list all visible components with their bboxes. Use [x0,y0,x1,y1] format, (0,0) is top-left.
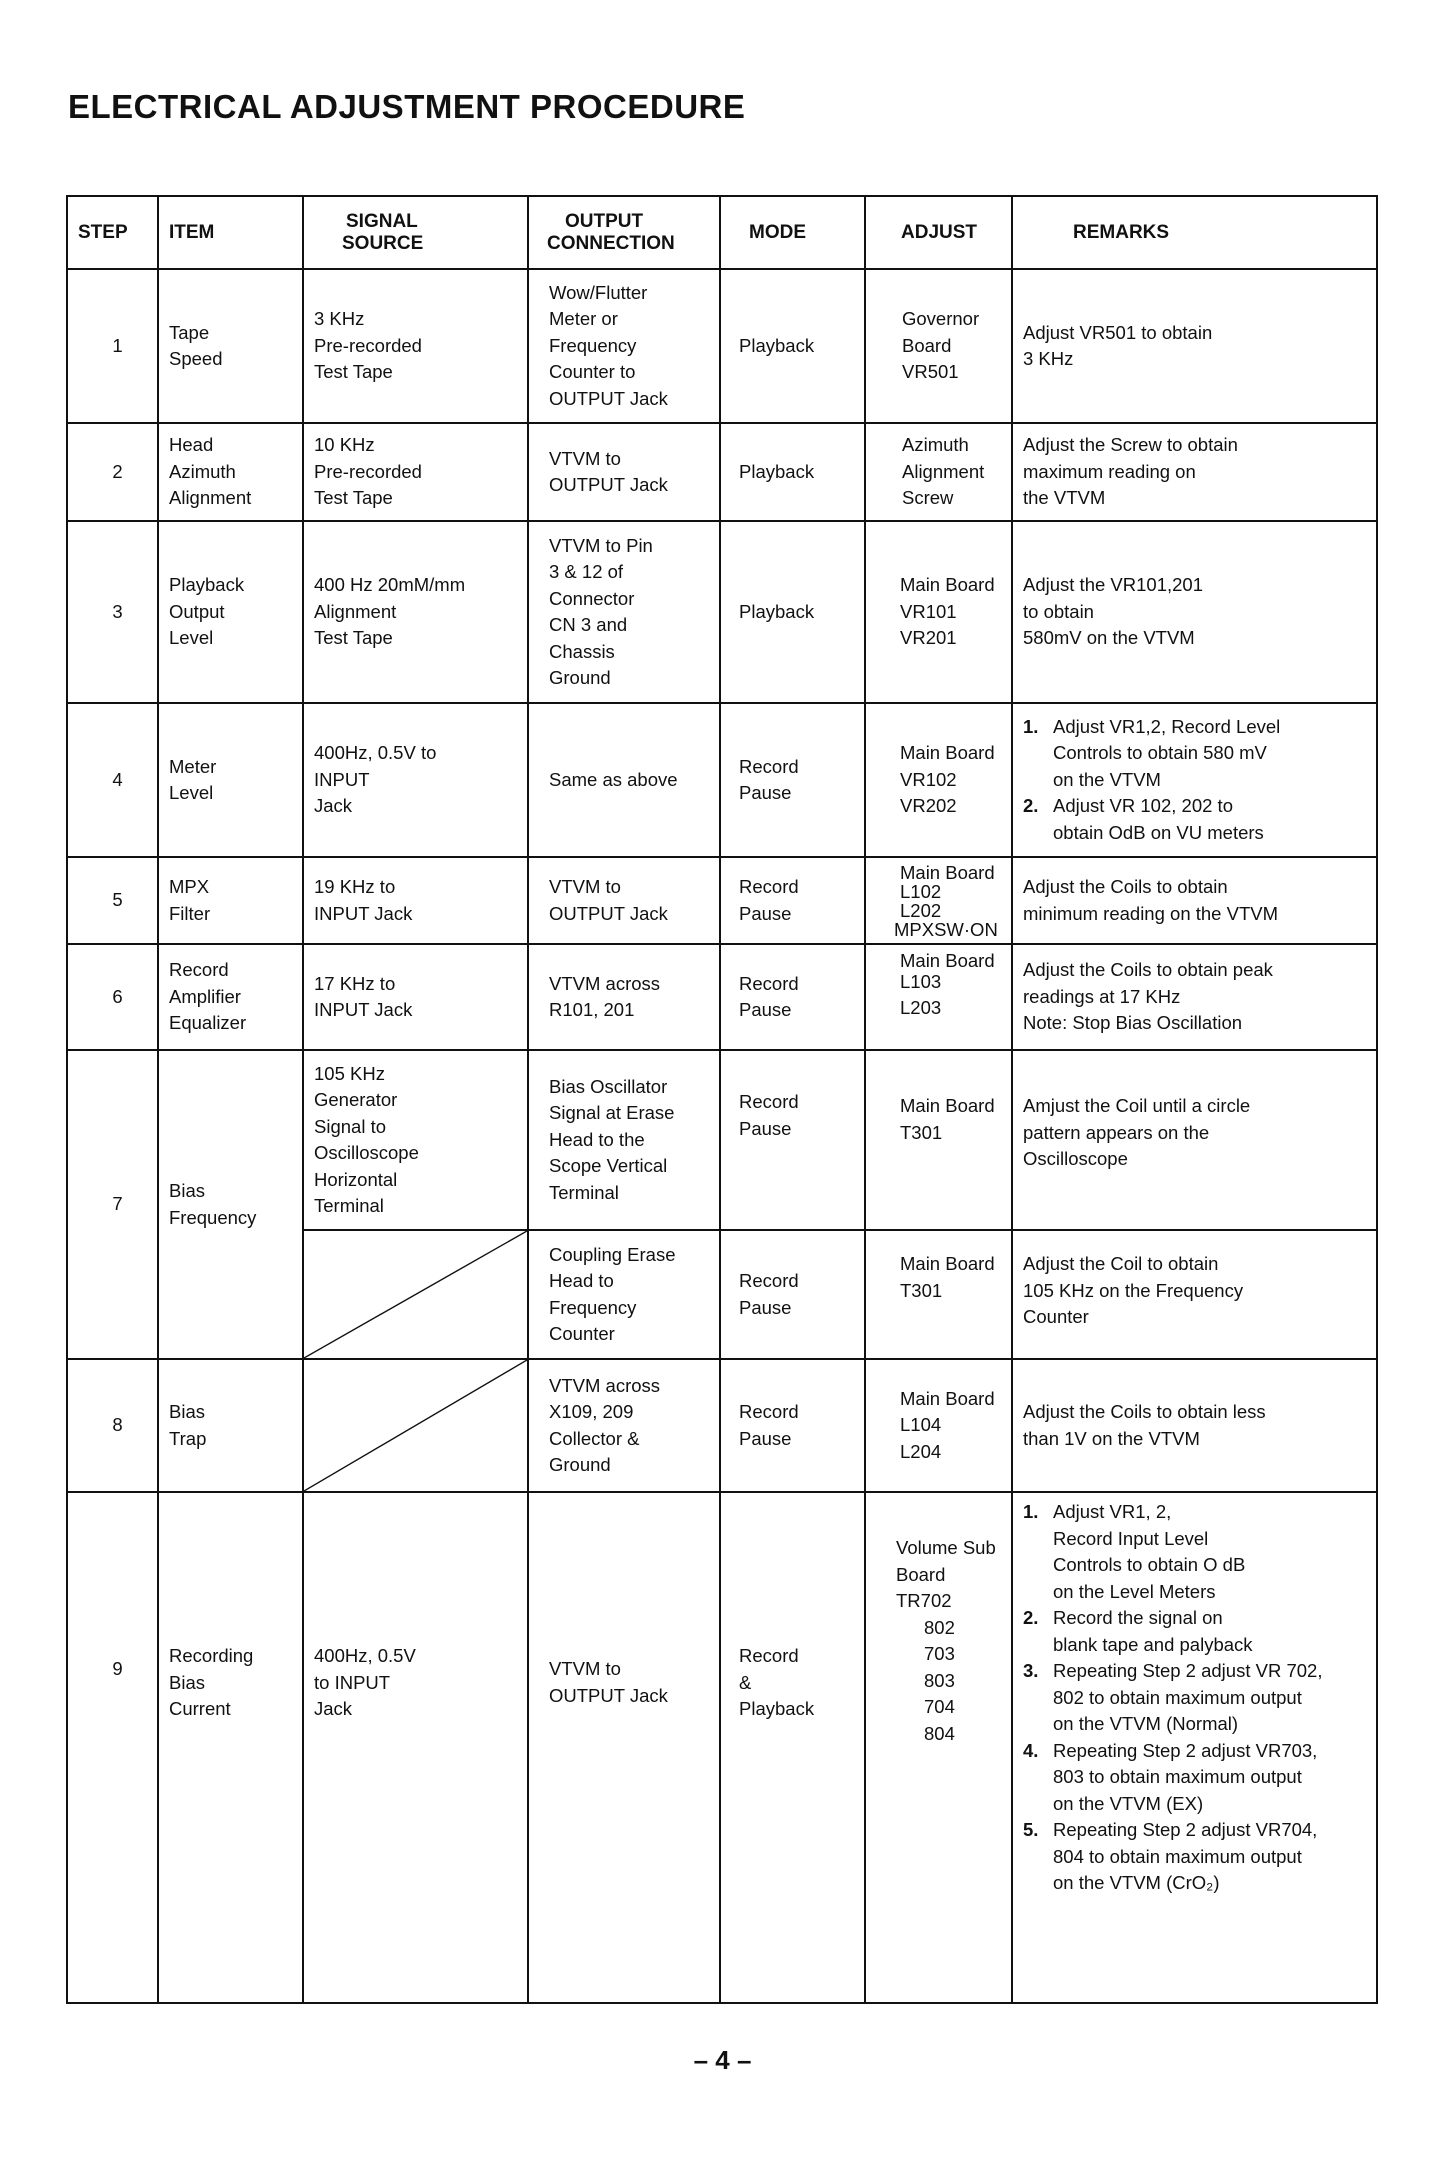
output-line: Counter [549,1323,615,1344]
adjust-cell [865,857,1012,944]
output-line: OUTPUT Jack [549,387,668,409]
output-line: Same as above [549,768,678,790]
remarks-cell [1012,944,1377,1050]
mode-cell [720,1492,865,2003]
remarks-line: Adjust the Coil to obtain [1023,1253,1219,1274]
adjust-line: VR101 [900,600,957,622]
item-line: Azimuth [169,460,236,482]
list-number: 3. [1023,1660,1039,1681]
step-number: 7 [67,1050,158,1359]
adjust-cell [865,269,1012,423]
output-line: Coupling Erase [549,1243,676,1265]
output-line: Collector & [549,1427,640,1449]
mode-line: Pause [739,1427,792,1449]
list-number: 4. [1023,1739,1039,1761]
remarks-line: readings at 17 KHz [1023,985,1181,1007]
mode-line: Record [739,1091,799,1112]
remarks-line: Record Input Level [1053,1527,1209,1549]
item-line: Bias [169,1401,205,1422]
item-line: Head [169,434,214,456]
output-connection-cell [528,1230,720,1359]
column-header-item [158,196,303,269]
signal-line: 105 KHz [314,1062,385,1084]
item-line: Current [169,1698,231,1719]
adjust-line: 802 [924,1616,955,1638]
item-line: Tape [169,321,210,343]
adjust-line: Main Board [900,574,995,596]
adjust-cell [865,1359,1012,1492]
adjust-line: Alignment [902,460,985,482]
signal-source-cell [303,1492,528,2003]
header-label: SOURCE [342,232,424,254]
output-connection-cell [528,1050,720,1230]
signal-line: Test Tape [314,487,393,509]
adjust-line: L104 [900,1414,942,1436]
mode-cell [720,944,865,1050]
signal-source-cell [303,944,528,1050]
signal-line: 400Hz, 0.5V [314,1645,416,1666]
mode-line: Pause [739,999,792,1020]
output-line: Wow/Flutter [549,281,648,303]
item-cell [158,521,303,703]
mode-line: Pause [739,902,792,924]
remarks-line: 802 to obtain maximum output [1053,1686,1302,1708]
output-line: OUTPUT Jack [549,1684,668,1706]
remarks-list-item [1023,1499,1376,1605]
mode-line: Pause [739,1296,792,1318]
column-header-adjust: ADJUST [865,196,1012,269]
remarks-cell [1012,703,1377,857]
item-line: Meter [169,755,217,777]
mode-cell [720,1230,865,1359]
adjust-cell [865,1230,1012,1359]
output-line: VTVM across [549,1374,661,1396]
mode-line: Playback [739,1698,815,1719]
remarks-line: Adjust VR 102, 202 to [1053,795,1233,817]
column-header-output-connection [528,196,720,269]
remarks-line: blank tape and palyback [1053,1633,1253,1655]
remarks-list-item [1023,1817,1376,1897]
mode-cell [720,703,865,857]
adjust-cell [865,1050,1012,1230]
mode-line: Playback [739,460,815,482]
remarks-list [1023,1499,1376,1897]
column-header-signal-source [303,196,528,269]
item-line: MPX [169,876,210,897]
output-line: VTVM to [549,1658,621,1679]
adjust-line: Main Board [900,1387,995,1409]
adjust-line: L103 [900,971,942,992]
page-title: ELECTRICAL ADJUSTMENT PROCEDURE [68,88,746,125]
remarks-line: Adjust VR501 to obtain [1023,321,1213,343]
adjust-line: T301 [900,1279,943,1301]
signal-source-cell [303,521,528,703]
remarks-cell [1012,521,1377,703]
item-line: Level [169,782,214,803]
signal-line: Jack [314,795,353,817]
remarks-line: Oscilloscope [1023,1148,1128,1169]
remarks-cell [1012,1230,1377,1359]
list-number: 2. [1023,795,1039,817]
output-line: Head to [549,1270,614,1291]
remarks-line: Controls to obtain 580 mV [1053,742,1267,764]
remarks-line: Repeating Step 2 adjust VR703, [1053,1739,1318,1761]
remarks-line: Adjust VR1,2, Record Level [1053,715,1281,737]
remarks-list-item [1023,793,1376,846]
remarks-line: obtain OdB on VU meters [1053,821,1264,843]
remarks-line: pattern appears on the [1023,1121,1210,1143]
mode-line: Playback [739,334,815,356]
signal-line: Terminal [314,1195,384,1216]
signal-line: Pre-recorded [314,460,422,482]
item-line: Speed [169,348,223,369]
output-line: R101, 201 [549,999,635,1020]
signal-line: INPUT Jack [314,999,413,1020]
remarks-line: Adjust the VR101,201 [1023,574,1203,596]
signal-line: to INPUT [314,1671,391,1693]
item-line: Equalizer [169,1012,247,1034]
adjust-line: 803 [924,1669,955,1691]
mode-line: Pause [739,1117,792,1139]
output-line: Bias Oscillator [549,1075,668,1097]
item-cell [158,944,303,1050]
output-line: Scope Vertical [549,1155,668,1177]
signal-line: 400Hz, 0.5V to [314,742,437,764]
adjust-line: MPXSW·ON [894,918,998,940]
adjust-cell [865,703,1012,857]
signal-line: 19 KHz to [314,876,396,897]
list-number: 2. [1023,1607,1039,1628]
adjust-line: L203 [900,997,942,1018]
signal-line: Jack [314,1698,353,1719]
mode-line: Pause [739,782,792,803]
adjust-line: L202 [900,899,942,921]
mode-line: Record [739,1270,799,1291]
remarks-line: 804 to obtain maximum output [1053,1845,1302,1867]
remarks-line: Record the signal on [1053,1607,1223,1628]
adjust-line: VR102 [900,768,957,790]
mode-cell [720,857,865,944]
output-line: Counter to [549,361,636,383]
adjust-line: 704 [924,1696,955,1717]
adjust-line: Main Board [900,1253,995,1274]
remarks-line: 105 KHz on the Frequency [1023,1279,1244,1301]
signal-line: INPUT [314,768,370,790]
item-line: Output [169,600,225,622]
remarks-cell [1012,1050,1377,1230]
signal-line: 400 Hz 20mM/mm [314,574,466,596]
item-cell [158,423,303,521]
column-header-step: STEP [67,196,158,269]
adjust-line: Volume Sub [896,1537,996,1558]
adjust-line: L204 [900,1440,942,1462]
output-line: CN 3 and [549,614,628,635]
output-line: Terminal [549,1181,619,1203]
output-line: Ground [549,1454,611,1475]
mode-line: Record [739,972,799,994]
remarks-line: minimum reading on the VTVM [1023,902,1278,924]
list-number: 1. [1023,1501,1039,1522]
adjust-line: VR201 [900,627,957,649]
output-connection-cell [528,521,720,703]
header-label: CONNECTION [547,232,675,254]
adjust-cell [865,944,1012,1050]
header-label: ITEM [169,221,215,243]
header-label: SIGNAL [346,210,418,232]
item-line: Bias [169,1180,205,1201]
item-line: Alignment [169,487,252,509]
remarks-line: than 1V on the VTVM [1023,1427,1200,1449]
output-line: OUTPUT Jack [549,474,668,495]
output-line: Chassis [549,640,615,662]
remarks-line: Amjust the Coil until a circle [1023,1095,1251,1116]
remarks-cell [1012,1492,1377,2003]
adjust-line: Main Board [900,742,995,764]
column-header-remarks: REMARKS [1012,196,1377,269]
adjust-line: TR702 [896,1590,952,1611]
remarks-line: 580mV on the VTVM [1023,627,1195,649]
item-line: Filter [169,902,211,924]
output-line: Meter or [549,308,618,330]
output-connection-cell [528,1359,720,1492]
header-row [67,196,1377,269]
remarks-cell [1012,269,1377,423]
signal-line: Pre-recorded [314,334,422,356]
remarks-line: on the VTVM (CrO₂) [1053,1872,1220,1893]
output-line: Ground [549,667,611,688]
signal-source-cell [303,1050,528,1230]
remarks-line: on the VTVM [1053,768,1161,790]
empty-signal-cell [303,1230,528,1359]
adjust-line: L102 [900,880,942,902]
signal-line: Signal to [314,1115,386,1137]
step-number: 9 [67,1492,158,2003]
adjust-cell [865,423,1012,521]
remarks-line: Repeating Step 2 adjust VR 702, [1053,1660,1323,1681]
empty-signal-cell [303,1359,528,1492]
remarks-line: Counter [1023,1306,1089,1327]
step-number: 5 [67,857,158,944]
mode-line: Record [739,1401,799,1422]
item-cell [158,703,303,857]
item-line: Trap [169,1427,207,1449]
table-row [67,269,1377,423]
adjust-line: Board [902,334,952,356]
item-cell [158,269,303,423]
item-cell [158,857,303,944]
table-row [67,944,1377,1050]
mode-cell [720,1359,865,1492]
adjustment-procedure-table [66,195,1378,2004]
mode-cell [720,521,865,703]
adjust-cell [865,1492,1012,2003]
remarks-line: Adjust VR1, 2, [1053,1501,1172,1522]
mode-cell [720,269,865,423]
mode-cell [720,1050,865,1230]
remarks-line: Adjust the Coils to obtain less [1023,1401,1266,1422]
remarks-line: Repeating Step 2 adjust VR704, [1053,1819,1318,1840]
adjust-line: Governor [902,308,980,330]
adjust-cell [865,521,1012,703]
remarks-line: on the VTVM (EX) [1053,1792,1204,1814]
mode-line: Record [739,876,799,897]
remarks-list-item [1023,1658,1376,1738]
step-number: 2 [67,423,158,521]
adjust-line: T301 [900,1121,943,1143]
adjust-line: 703 [924,1643,955,1664]
table-row [67,1359,1377,1492]
output-line: VTVM to [549,447,621,469]
step-number: 8 [67,1359,158,1492]
remarks-line: Adjust the Coils to obtain [1023,876,1228,897]
adjust-line: Screw [902,487,954,509]
table-row [67,857,1377,944]
item-line: Record [169,959,229,981]
signal-line: Generator [314,1089,398,1110]
signal-line: 17 KHz to [314,972,396,994]
adjust-line: Board [896,1563,946,1585]
output-line: Connector [549,587,635,609]
mode-line: Record [739,755,799,777]
remarks-line: on the Level Meters [1053,1580,1216,1602]
mode-cell [720,423,865,521]
adjust-line: VR501 [902,361,959,383]
adjust-line: Main Board [900,1095,995,1116]
remarks-list-item [1023,714,1376,794]
adjust-line: 804 [924,1722,955,1744]
signal-line: Oscilloscope [314,1142,419,1163]
remarks-line: the VTVM [1023,487,1106,509]
remarks-line: 803 to obtain maximum output [1053,1766,1302,1787]
step-number: 6 [67,944,158,1050]
signal-line: Test Tape [314,361,393,383]
remarks-line: Controls to obtain O dB [1053,1554,1246,1575]
step-number: 1 [67,269,158,423]
signal-line: 10 KHz [314,434,375,456]
output-line: VTVM across [549,972,661,994]
remarks-line: 3 KHz [1023,348,1074,369]
item-cell [158,1050,303,1359]
remarks-cell [1012,857,1377,944]
mode-line: & [739,1671,752,1693]
remarks-line: maximum reading on [1023,460,1196,482]
header-label: OUTPUT [565,210,644,232]
remarks-cell [1012,423,1377,521]
signal-line: Alignment [314,600,397,622]
output-connection-cell [528,269,720,423]
output-line: VTVM to Pin [549,534,653,556]
item-line: Amplifier [169,985,241,1007]
step-number: 4 [67,703,158,857]
output-connection-cell [528,703,720,857]
table-row [67,521,1377,703]
signal-line: 3 KHz [314,308,365,330]
output-line: 3 & 12 of [549,561,624,582]
remarks-line: Adjust the Screw to obtain [1023,434,1238,456]
output-line: Frequency [549,334,637,356]
diagonal-slash-icon [304,1360,527,1491]
list-number: 1. [1023,715,1039,737]
diagonal-slash-icon [304,1231,527,1358]
page-number: – 4 – [693,2045,752,2075]
output-line: Frequency [549,1296,637,1318]
signal-source-cell [303,703,528,857]
remarks-line: on the VTVM (Normal) [1053,1713,1239,1734]
signal-source-cell [303,423,528,521]
output-line: Head to the [549,1128,645,1150]
signal-source-cell [303,857,528,944]
adjust-line: Main Board [900,861,995,883]
remarks-list [1023,714,1376,847]
remarks-list-item [1023,1738,1376,1818]
output-connection-cell [528,944,720,1050]
remarks-line: Adjust the Coils to obtain peak [1023,959,1273,981]
signal-line: INPUT Jack [314,902,413,924]
item-cell [158,1492,303,2003]
output-line: OUTPUT Jack [549,902,668,924]
adjust-line: Main Board [900,950,995,971]
output-connection-cell [528,423,720,521]
remarks-cell [1012,1359,1377,1492]
item-line: Level [169,627,214,649]
remarks-line: Note: Stop Bias Oscillation [1023,1012,1243,1034]
output-connection-cell [528,1492,720,2003]
mode-line: Record [739,1645,799,1666]
item-line: Playback [169,574,245,596]
output-line: X109, 209 [549,1401,634,1422]
step-number: 3 [67,521,158,703]
item-line: Recording [169,1645,254,1666]
signal-line: Test Tape [314,627,393,649]
output-line: Signal at Erase [549,1102,675,1124]
table-row [67,423,1377,521]
remarks-list-item [1023,1605,1376,1658]
list-number: 5. [1023,1819,1039,1840]
mode-line: Playback [739,600,815,622]
column-header-mode: MODE [720,196,865,269]
table-row [67,1492,1377,2003]
signal-source-cell [303,269,528,423]
item-line: Bias [169,1671,205,1693]
adjust-line: Azimuth [902,434,969,456]
item-line: Frequency [169,1206,257,1228]
item-cell [158,1359,303,1492]
remarks-line: to obtain [1023,600,1094,622]
output-line: VTVM to [549,876,621,897]
table-row [67,703,1377,857]
adjust-line: VR202 [900,795,957,817]
output-connection-cell [528,857,720,944]
signal-line: Horizontal [314,1168,398,1190]
table-row [67,1050,1377,1230]
